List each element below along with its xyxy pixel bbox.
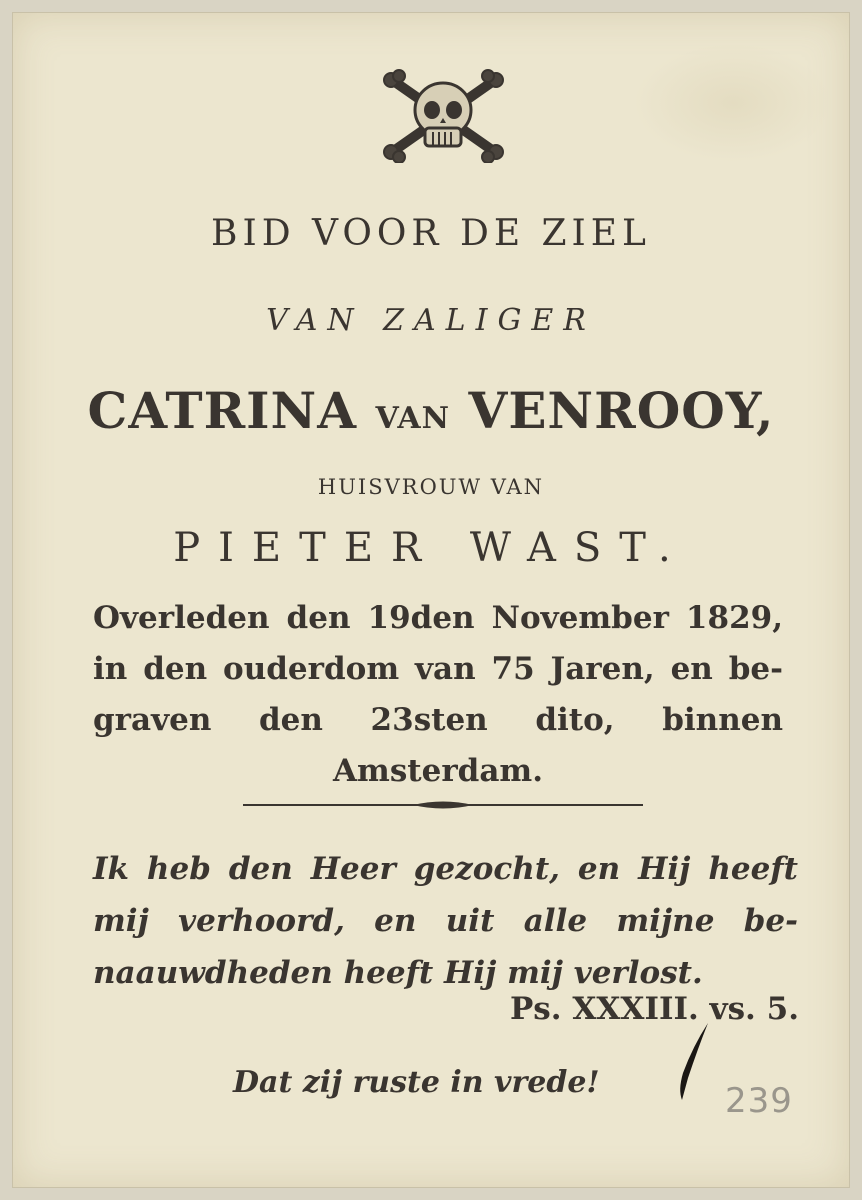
husband-name: PIETER WAST. <box>173 525 689 571</box>
bible-verse: Ik heb den Heer gezocht, en Hij heeft mij verhoord, en uit alle mijne be-naauwdheden heeft Hij mij verlost. <box>93 851 798 991</box>
memorial-card <box>12 12 850 1188</box>
ink-mark <box>668 1018 718 1108</box>
ornamental-rule <box>243 797 643 813</box>
deceased-name <box>13 381 849 440</box>
wife-of-label: HUISVROUW VAN <box>317 475 545 499</box>
handwritten-number: 239 <box>725 1081 793 1121</box>
skull-crossbones-icon <box>381 68 506 163</box>
paper-stain <box>633 43 833 163</box>
closing-line: Dat zij ruste in vrede! <box>233 1065 600 1100</box>
heading-pray: BID VOOR DE ZIEL <box>211 213 651 254</box>
heading-late: VAN ZALIGER <box>266 303 596 338</box>
deceased-first-name: CATRINA <box>87 381 358 440</box>
death-details: Overleden den 19den November 1829, in den ouderdom van 75 Jaren, en be-graven den 23sten dito, binnen Amsterdam. <box>93 600 783 789</box>
verse-reference: Ps. XXXIII. vs. 5. <box>509 991 799 1027</box>
name-particle: VAN <box>375 401 451 436</box>
deceased-last-name: VENROOY, <box>468 381 775 440</box>
